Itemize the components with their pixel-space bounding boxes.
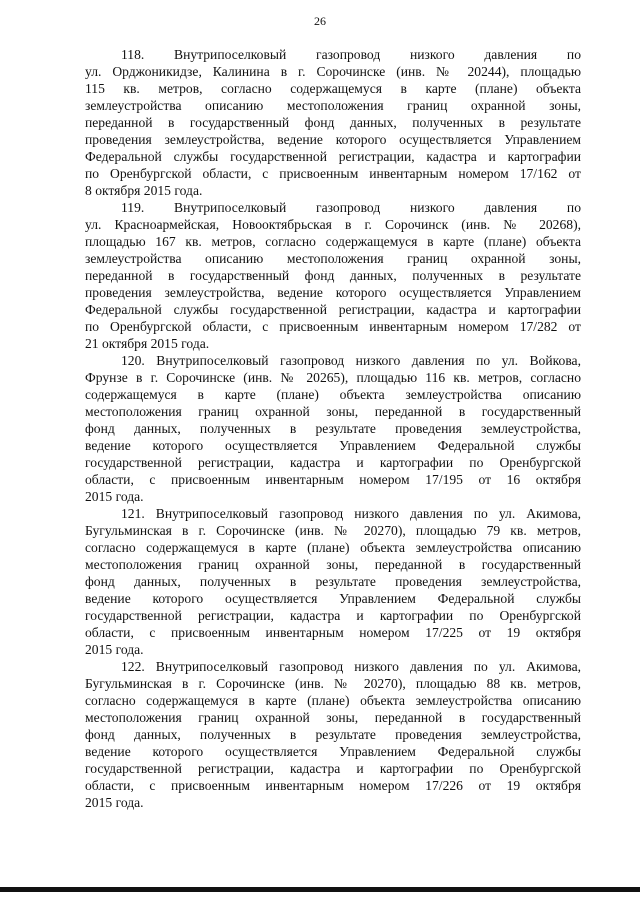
text-line: 118. Внутрипоселковый газопровод низкого давления по — [121, 47, 581, 62]
text-line: области, с присвоенным инвентарным номером 17/195 от 16 октября — [85, 472, 581, 487]
text-line: Федеральной службы государственной регистрации, кадастра и картографии — [85, 302, 581, 317]
bottom-border-line — [0, 887, 640, 892]
text-line: 2015 года. — [85, 489, 144, 504]
text-line: площадью 167 кв. метров, согласно содержащемуся в карте (плане) объекта — [85, 234, 581, 249]
text-line: 119. Внутрипоселковый газопровод низкого давления по — [121, 200, 581, 215]
text-line: 2015 года. — [85, 642, 144, 657]
text-line: по Оренбургской области, с присвоенным инвентарным номером 17/162 от — [85, 166, 581, 181]
paragraph-120 — [85, 352, 581, 505]
paragraph-122 — [85, 658, 581, 811]
text-line: фонд данных, полученных в результате проведения землеустройства, — [85, 421, 581, 436]
paragraph-121 — [85, 505, 581, 658]
text-line: проведения землеустройства, ведение которого осуществляется Управлением — [85, 132, 581, 147]
text-line: области, с присвоенным инвентарным номером 17/226 от 19 октября — [85, 778, 581, 793]
paragraph-119 — [85, 199, 581, 352]
text-line: фонд данных, полученных в результате проведения землеустройства, — [85, 727, 581, 742]
text-line: ведение которого осуществляется Управлением Федеральной службы — [85, 438, 581, 453]
text-line: по Оренбургской области, с присвоенным инвентарным номером 17/282 от — [85, 319, 581, 334]
text-line: фонд данных, полученных в результате проведения землеустройства, — [85, 574, 581, 589]
text-line: Бугульминская в г. Сорочинске (инв. № 20270), площадью 79 кв. метров, — [85, 523, 581, 538]
document-body — [85, 46, 581, 811]
text-line: государственной регистрации, кадастра и картографии по Оренбургской — [85, 761, 581, 776]
text-line: землеустройства описанию местоположения границ охранной зоны, — [85, 98, 581, 113]
text-line: содержащемуся в карте (плане) объекта землеустройства описанию — [85, 387, 581, 402]
text-line: Фрунзе в г. Сорочинске (инв. № 20265), площадью 116 кв. метров, согласно — [85, 370, 581, 385]
text-line: переданной в государственный фонд данных, полученных в результате — [85, 268, 581, 283]
text-line: согласно содержащемуся в карте (плане) объекта землеустройства описанию — [85, 693, 581, 708]
text-line: государственной регистрации, кадастра и картографии по Оренбургской — [85, 608, 581, 623]
text-line: Бугульминская в г. Сорочинске (инв. № 20270), площадью 88 кв. метров, — [85, 676, 581, 691]
text-line: согласно содержащемуся в карте (плане) объекта землеустройства описанию — [85, 540, 581, 555]
text-line: 2015 года. — [85, 795, 144, 810]
text-line: Федеральной службы государственной регистрации, кадастра и картографии — [85, 149, 581, 164]
text-line: ул. Красноармейская, Новооктябрьская в г. Сорочинск (инв. № 20268), — [85, 217, 581, 232]
text-line: ведение которого осуществляется Управлением Федеральной службы — [85, 744, 581, 759]
text-line: местоположения границ охранной зоны, переданной в государственный — [85, 557, 581, 572]
text-line: ул. Орджоникидзе, Калинина в г. Сорочинске (инв. № 20244), площадью — [85, 64, 581, 79]
text-line: 21 октября 2015 года. — [85, 336, 210, 351]
text-line: местоположения границ охранной зоны, переданной в государственный — [85, 710, 581, 725]
text-line: переданной в государственный фонд данных, полученных в результате — [85, 115, 581, 130]
text-line: 8 октября 2015 года. — [85, 183, 203, 198]
paragraph-118 — [85, 46, 581, 199]
page-number: 26 — [314, 14, 326, 28]
text-line: государственной регистрации, кадастра и картографии по Оренбургской — [85, 455, 581, 470]
text-line: местоположения границ охранной зоны, переданной в государственный — [85, 404, 581, 419]
text-line: землеустройства описанию местоположения границ охранной зоны, — [85, 251, 581, 266]
text-line: области, с присвоенным инвентарным номером 17/225 от 19 октября — [85, 625, 581, 640]
text-line: 120. Внутрипоселковый газопровод низкого давления по ул. Войкова, — [121, 353, 581, 368]
text-line: 121. Внутрипоселковый газопровод низкого давления по ул. Акимова, — [121, 506, 581, 521]
text-line: проведения землеустройства, ведение которого осуществляется Управлением — [85, 285, 581, 300]
text-line: 122. Внутрипоселковый газопровод низкого давления по ул. Акимова, — [121, 659, 581, 674]
text-line: ведение которого осуществляется Управлением Федеральной службы — [85, 591, 581, 606]
text-line: 115 кв. метров, согласно содержащемуся в карте (плане) объекта — [85, 81, 581, 96]
